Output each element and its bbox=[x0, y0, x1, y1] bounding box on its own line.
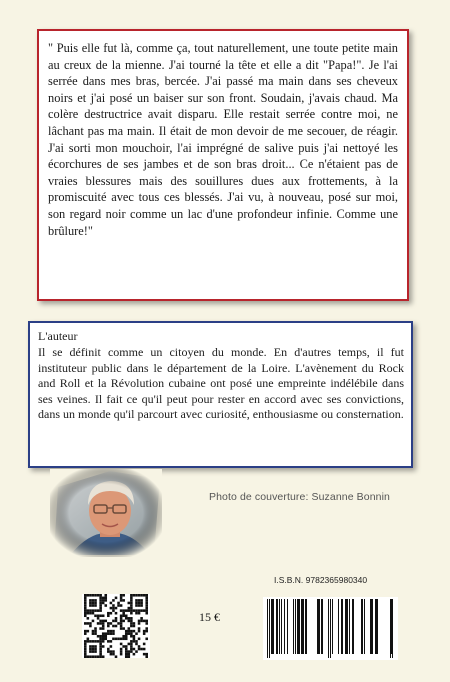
author-bio: Il se définit comme un citoyen du monde. En d'autres temps, il fut instituteur public dans le département de la Loire. L'avènement du Rock and Roll et la Révolution cubaine ont posé une empreinte indélébile dans ses veines. Il fait ce qu'il peut pour rester en accord avec ses convictions, dans un monde qu'il parcourt avec curiosité, enthousiasme ou consternation. bbox=[38, 345, 404, 422]
author-photo-image bbox=[50, 469, 162, 557]
photo-credit: Photo de couverture: Suzanne Bonnin bbox=[209, 491, 390, 503]
isbn-number: I.S.B.N. 9782365980340 bbox=[274, 575, 368, 585]
quote-text: " Puis elle fut là, comme ça, tout naturellement, une toute petite main au creux de la mienne. J'ai tourné la tête et elle a dit "Papa!". Je l'ai serrée dans mes bras, bercée. J'ai passé ma main dans ses cheveux noirs et j'ai posé un baiser sur son front. Soudain, j'avais chaud. Ma colère destructrice avait disparu. Elle restait serrée contre moi, ne lâchant pas ma main. Il était de mon devoir de me secouer, de réagir. J'ai sorti mon mouchoir, l'ai imprégné de salive puis j'ai nettoyé les écorchures de ses jambes et de son bras droit... Ce n'étaient pas de vraies blessures mais des souillures dues aux frottements, à la promiscuité avec tous ces blessés. J'ai vu, à nouveau, posé sur moi, son regard noir comme un lac d'une profondeur infinie. Comme une brûlure!" bbox=[48, 41, 398, 238]
barcode bbox=[263, 597, 398, 660]
author-heading: L'auteur bbox=[38, 329, 78, 343]
barcode-icon bbox=[263, 597, 398, 660]
author-photo bbox=[50, 469, 162, 557]
quote-box bbox=[37, 29, 409, 301]
author-box bbox=[28, 321, 413, 468]
qr-code bbox=[82, 594, 150, 658]
price: 15 € bbox=[199, 610, 220, 624]
qr-code-icon bbox=[82, 594, 150, 658]
